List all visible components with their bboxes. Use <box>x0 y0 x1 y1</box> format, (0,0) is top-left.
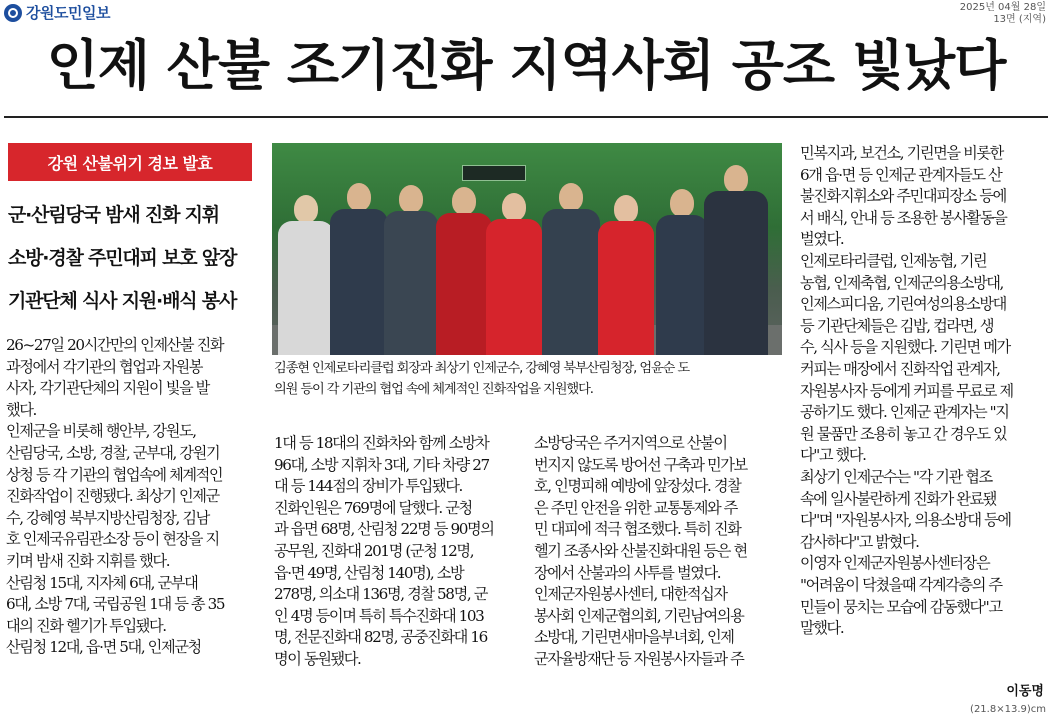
body-text-line: 읍·면 49명, 산림청 140명), 소방 <box>274 563 464 582</box>
article-headline: 인제 산불 조기진화 지역사회 공조 빛났다 <box>46 34 1006 97</box>
subhead-1: 군·산림당국 밤새 진화 지휘 <box>8 204 219 226</box>
body-text-line: 공하기도 했다. 인제군 관계자는 "지 <box>800 403 1009 422</box>
body-text-line: 했다. <box>6 400 36 419</box>
issue-date: 2025년 04월 28일 <box>959 2 1046 13</box>
body-text-line: 산림청 12대, 읍·면 5대, 인제군청 <box>6 638 201 657</box>
body-text-line: 호 인제국유림관소장 등이 현장을 지 <box>6 530 219 549</box>
body-text-line: "어려움이 닥쳤을때 각계각층의 주 <box>800 576 1002 594</box>
body-text-line: 진화작업이 진행됐다. 최상기 인제군 <box>6 487 219 506</box>
body-text-line: 이영자 인제군자원봉사센터장은 <box>800 554 990 573</box>
body-text-line: 인제스피디움, 기린여성의용소방대 <box>800 295 1006 314</box>
body-text-line: 민 대피에 적극 협조했다. 특히 진화 <box>534 520 741 539</box>
headline-divider <box>4 116 1048 118</box>
byline: 이동명 <box>1006 684 1044 699</box>
body-text-line: 진화인원은 769명에 달했다. 군청 <box>274 498 472 517</box>
body-text-line: 번지지 않도록 방어선 구축과 민가보 <box>534 455 747 474</box>
issue-meta <box>960 2 1046 26</box>
body-text-line: 불진화지휘소와 주민대피장소 등에 <box>800 187 1006 206</box>
newspaper-name: 강원도민일보 <box>26 4 110 22</box>
photo-caption <box>274 358 786 400</box>
body-text-line: 사자, 각기관단체의 지원이 빛을 발 <box>6 379 209 398</box>
body-text-line: 6개 읍·면 등 인제군 관계자들도 산 <box>800 165 1002 184</box>
caption-line: 김종현 인제로타리클럽 회장과 최상기 인제군수, 강혜영 북부산림청장, 엄윤순 도 <box>274 361 690 376</box>
section-badge: 강원 산불위기 경보 발효 <box>8 143 252 181</box>
body-text-line: 다"며 "자원봉사자, 의용소방대 등에 <box>800 511 1011 530</box>
body-text-line: 소방대, 기린면새마을부녀회, 인제 <box>534 628 734 647</box>
body-text-line: 대 등 144점의 장비가 투입됐다. <box>274 477 462 496</box>
body-text-line: 96대, 소방 지휘차 3대, 기타 차량 27 <box>274 455 489 474</box>
body-text-line: 278명, 의소대 136명, 경찰 58명, 군 <box>274 585 487 604</box>
body-text-line: 등 기관단체들은 김밥, 컵라면, 생 <box>800 316 994 335</box>
body-text-line: 벌였다. <box>800 230 844 249</box>
body-text-line: 키며 밤새 진화 지휘를 했다. <box>6 552 170 570</box>
photo-sign <box>462 165 526 181</box>
body-text-line: 봉사회 인제군협의회, 기린남여의용 <box>534 606 744 625</box>
body-text-line: 26~27일 20시간만의 인제산불 진화 <box>6 336 224 354</box>
body-text-line: 말했다. <box>800 619 844 638</box>
body-text-line: 인제군자원봉사센터, 대한적십자 <box>534 585 727 604</box>
masthead <box>4 2 110 23</box>
body-text-line: 소방당국은 주거지역으로 산불이 <box>534 434 727 452</box>
body-text-line: 호, 인명피해 예방에 앞장섰다. 경찰 <box>534 477 741 496</box>
body-text-line: 은 주민 안전을 위한 교통통제와 주 <box>534 498 737 517</box>
body-text-line: 커피는 매장에서 진화작업 관계자, <box>800 360 1000 378</box>
body-text-line: 민들이 뭉치는 모습에 감동했다"고 <box>800 597 1002 616</box>
body-text-line: 산림청 15대, 지자체 6대, 군부대 <box>6 573 198 592</box>
subhead-2: 소방·경찰 주민대피 보호 앞장 <box>8 247 237 269</box>
body-text-line: 최상기 인제군수는 "각 기관 협조 <box>800 468 992 486</box>
body-text-line: 수, 식사 등을 지원했다. 기린면 메가 <box>800 338 1010 357</box>
body-text-line: 인 4명 등이며 특히 특수진화대 103 <box>274 606 484 625</box>
newspaper-logo-icon <box>4 4 22 22</box>
body-text-line: 속에 일사불란하게 진화가 완료됐 <box>800 489 997 508</box>
issue-page: 13면 (지역) <box>993 14 1046 25</box>
body-text-line: 원 물품만 조용히 놓고 간 경우도 있 <box>800 424 1007 443</box>
body-text-line: 농협, 인제축협, 인제군의용소방대, <box>800 273 1003 292</box>
body-text-line: 장에서 산불과의 사투를 벌였다. <box>534 563 721 582</box>
body-text-line: 과 읍면 68명, 산림청 22명 등 90명의 <box>274 520 494 539</box>
body-text-line: 산림당국, 소방, 경찰, 군부대, 강원기 <box>6 444 220 462</box>
body-text-line: 헬기 조종사와 산불진화대원 등은 현 <box>534 542 747 560</box>
subhead-3: 기관단체 식사 지원·배식 봉사 <box>8 290 237 312</box>
news-photo <box>272 143 782 355</box>
body-text-line: 6대, 소방 7대, 국립공원 1대 등 총 35 <box>6 595 225 614</box>
body-text-line: 명이 동원됐다. <box>274 650 361 668</box>
body-text-line: 자원봉사자 등에게 커피를 무료로 제 <box>800 381 1013 400</box>
body-text-line: 다"고 했다. <box>800 446 866 465</box>
body-text-line: 명, 전문진화대 82명, 공중진화대 16 <box>274 628 487 647</box>
body-text-line: 대의 진화 헬기가 투입됐다. <box>6 616 166 635</box>
body-text-line: 인제군을 비롯해 행안부, 강원도, <box>6 422 196 441</box>
body-text-line: 1대 등 18대의 진화차와 함께 소방차 <box>274 434 489 452</box>
body-text-line: 과정에서 각기관의 협업과 자원봉 <box>6 357 203 376</box>
body-text-line: 감사하다"고 밝혔다. <box>800 532 919 551</box>
body-text-line: 인제로타리클럽, 인제농협, 기린 <box>800 252 987 270</box>
body-text-line: 서 배식, 안내 등 조용한 봉사활동을 <box>800 208 1007 227</box>
body-text-line: 수, 강혜영 북부지방산림청장, 김남 <box>6 508 209 527</box>
body-text-line: 상청 등 각 기관의 협업속에 체계적인 <box>6 465 223 484</box>
body-text-line: 군자율방재단 등 자원봉사자들과 주 <box>534 650 744 668</box>
body-text-line: 공무원, 진화대 201명 (군청 12명, <box>274 542 474 560</box>
body-text-line: 민복지과, 보건소, 기린면을 비롯한 <box>800 144 1003 162</box>
caption-line: 의원 등이 각 기관의 협업 속에 체계적인 진화작업을 지원했다. <box>274 382 593 397</box>
size-note: (21.8×13.9)cm <box>970 704 1046 715</box>
